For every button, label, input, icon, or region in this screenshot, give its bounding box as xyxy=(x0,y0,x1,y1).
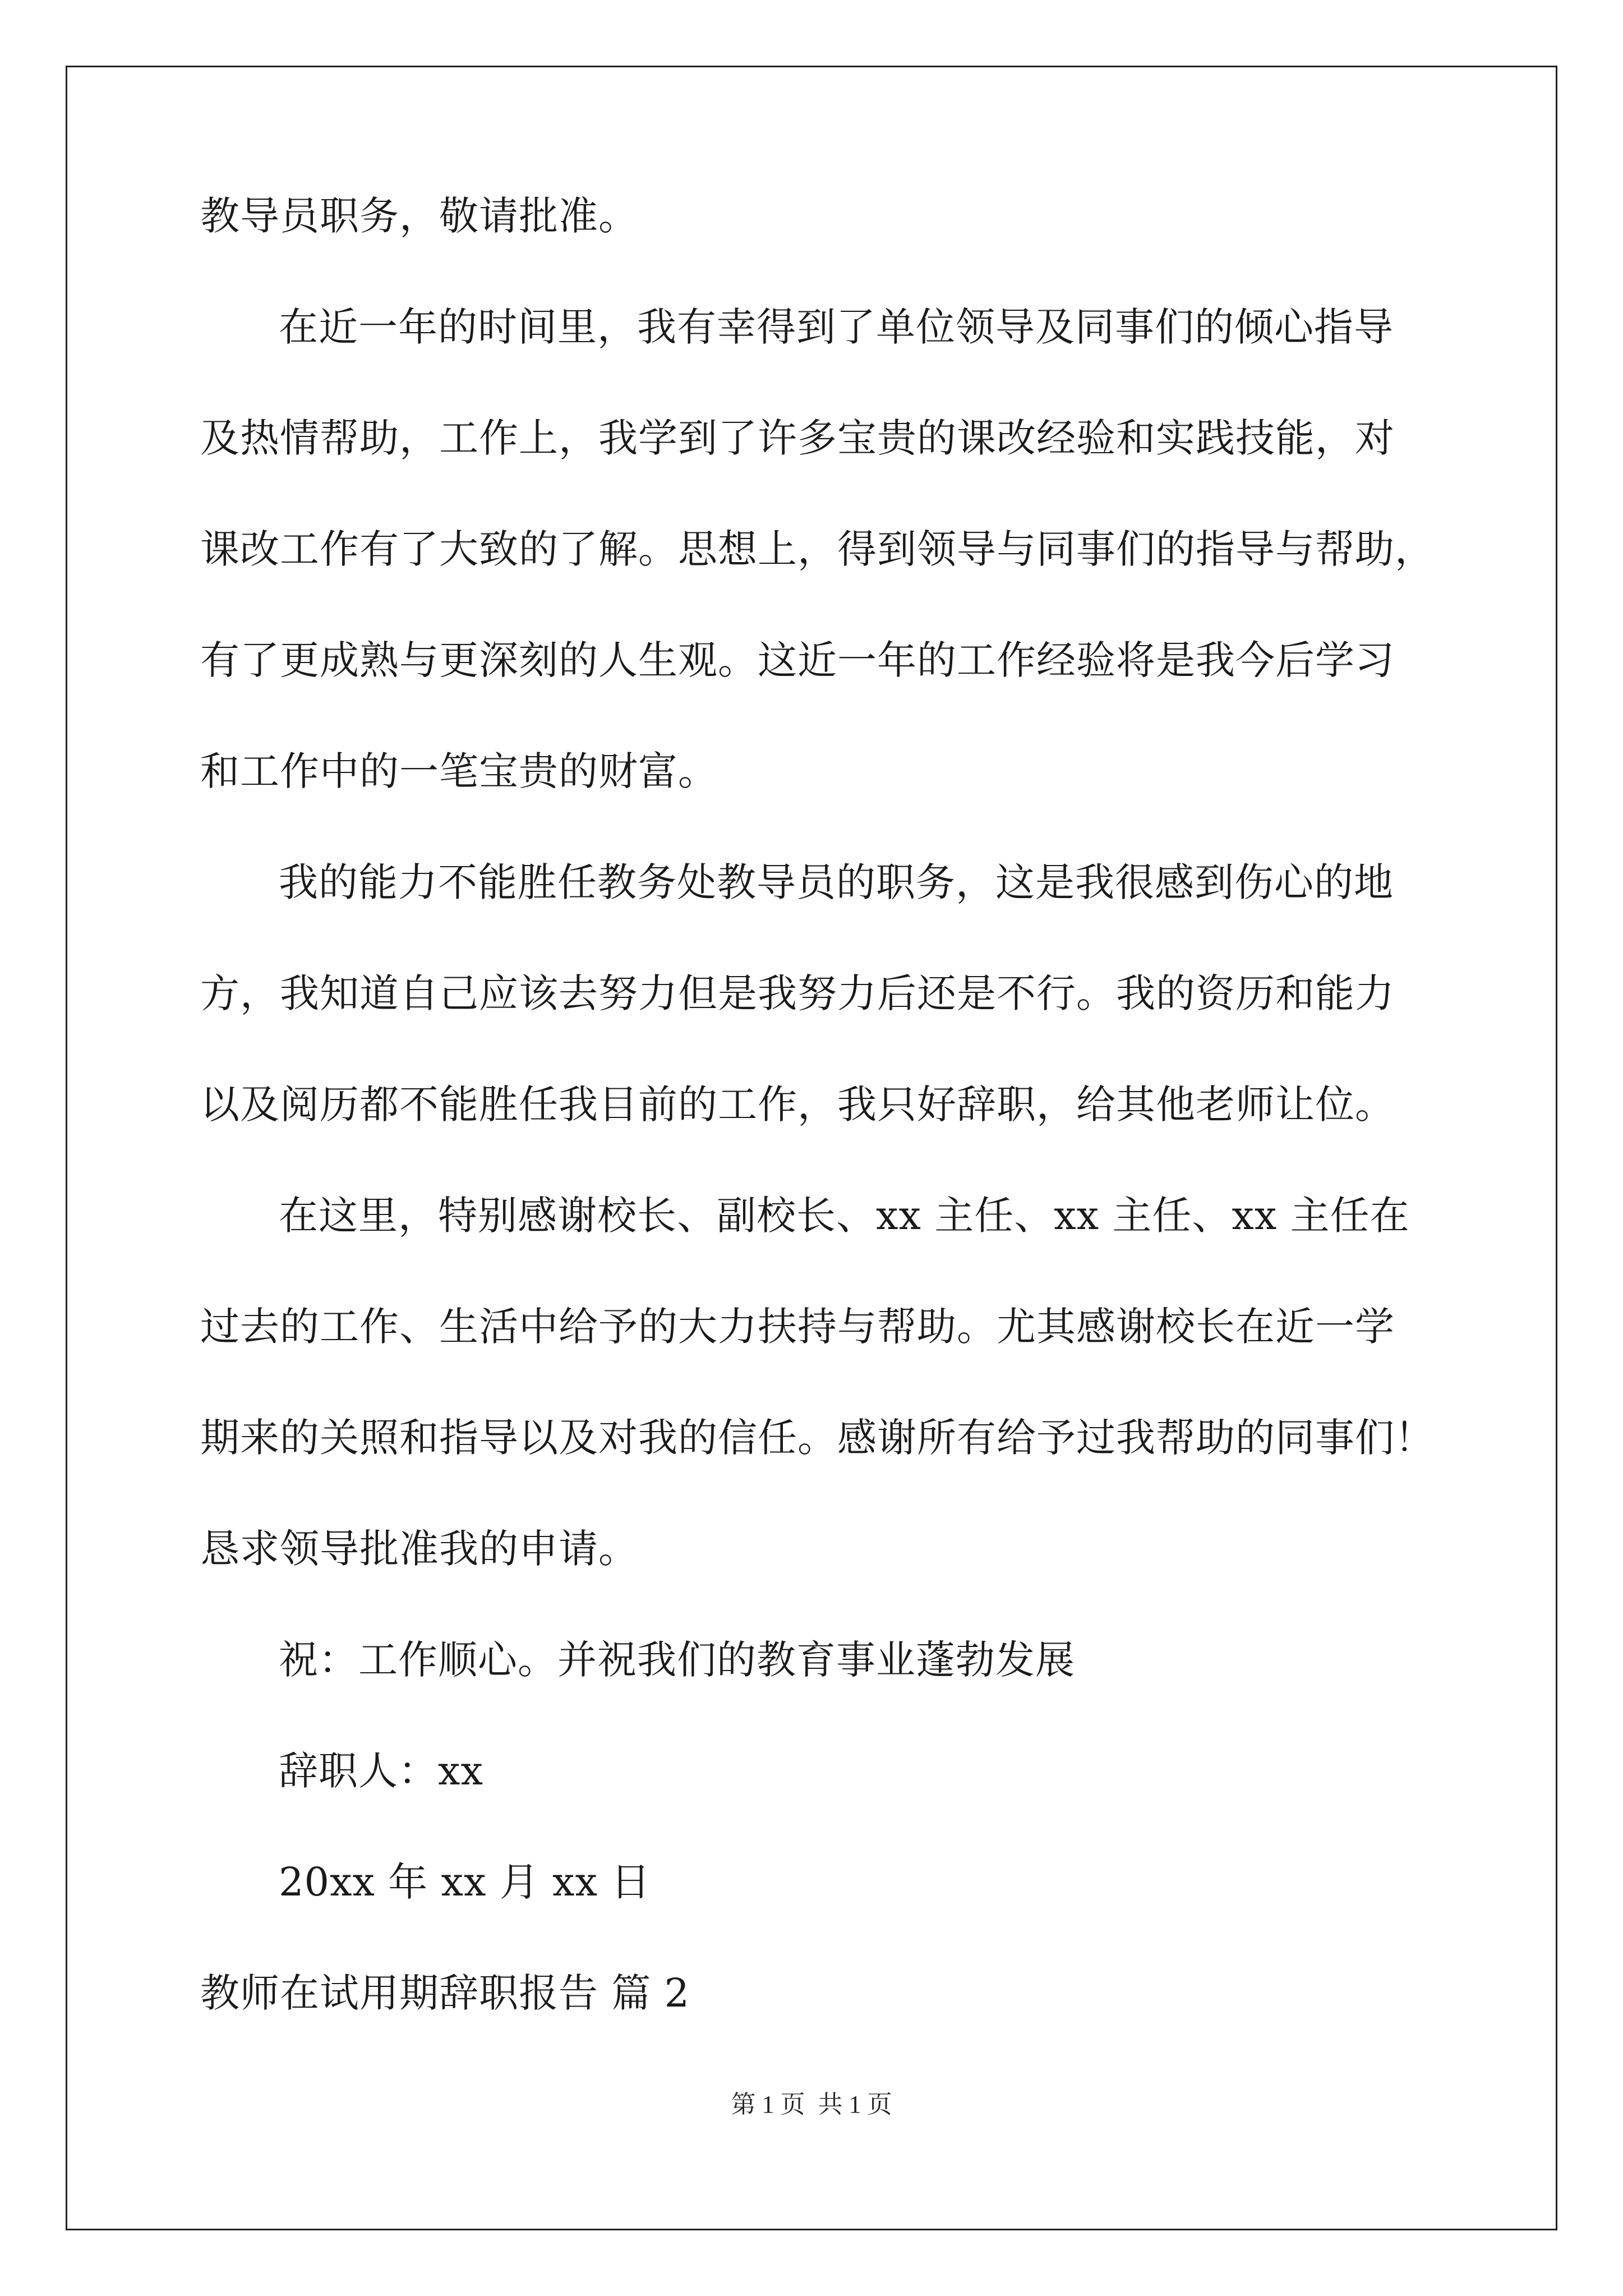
text-line: 及热情帮助，工作上，我学到了许多宝贵的课改经验和实践技能，对 xyxy=(200,415,1395,461)
page-number-current: 第 1 页 xyxy=(731,2091,805,2118)
closing-wish: 祝：工作顺心。并祝我们的教育事业蓬勃发展 xyxy=(279,1637,1075,1683)
section-heading: 教师在试用期辞职报告 篇 2 xyxy=(200,1970,690,2016)
paragraph-start: 在这里，特别感谢校长、副校长、xx 主任、xx 主任、xx 主任在 xyxy=(279,1193,1410,1239)
date-line: 20xx 年 xx 月 xx 日 xyxy=(279,1859,651,1905)
signature-line: 辞职人：xx xyxy=(279,1748,483,1794)
text-line: 有了更成熟与更深刻的人生观。这近一年的工作经验将是我今后学习 xyxy=(200,637,1395,683)
text-line: 和工作中的一笔宝贵的财富。 xyxy=(200,748,718,794)
text-line: 期来的关照和指导以及对我的信任。感谢所有给予过我帮助的同事们！ xyxy=(200,1415,1435,1461)
paragraph-start: 在近一年的时间里，我有幸得到了单位领导及同事们的倾心指导 xyxy=(279,304,1394,350)
page-number-total: 共 1 页 xyxy=(818,2091,892,2118)
text-line: 以及阅历都不能胜任我目前的工作，我只好辞职，给其他老师让位。 xyxy=(200,1082,1395,1128)
page-footer xyxy=(0,2088,1623,2122)
text-line: 方，我知道自己应该去努力但是我努力后还是不行。我的资历和能力 xyxy=(200,970,1395,1016)
text-line: 教导员职务，敬请批准。 xyxy=(200,193,638,239)
text-line: 过去的工作、生活中给予的大力扶持与帮助。尤其感谢校长在近一学 xyxy=(200,1304,1395,1350)
paragraph-start: 我的能力不能胜任教务处教导员的职务，这是我很感到伤心的地 xyxy=(279,859,1394,905)
text-line: 课改工作有了大致的了解。思想上，得到领导与同事们的指导与帮助， xyxy=(200,526,1435,572)
text-line: 恳求领导批准我的申请。 xyxy=(200,1526,638,1572)
